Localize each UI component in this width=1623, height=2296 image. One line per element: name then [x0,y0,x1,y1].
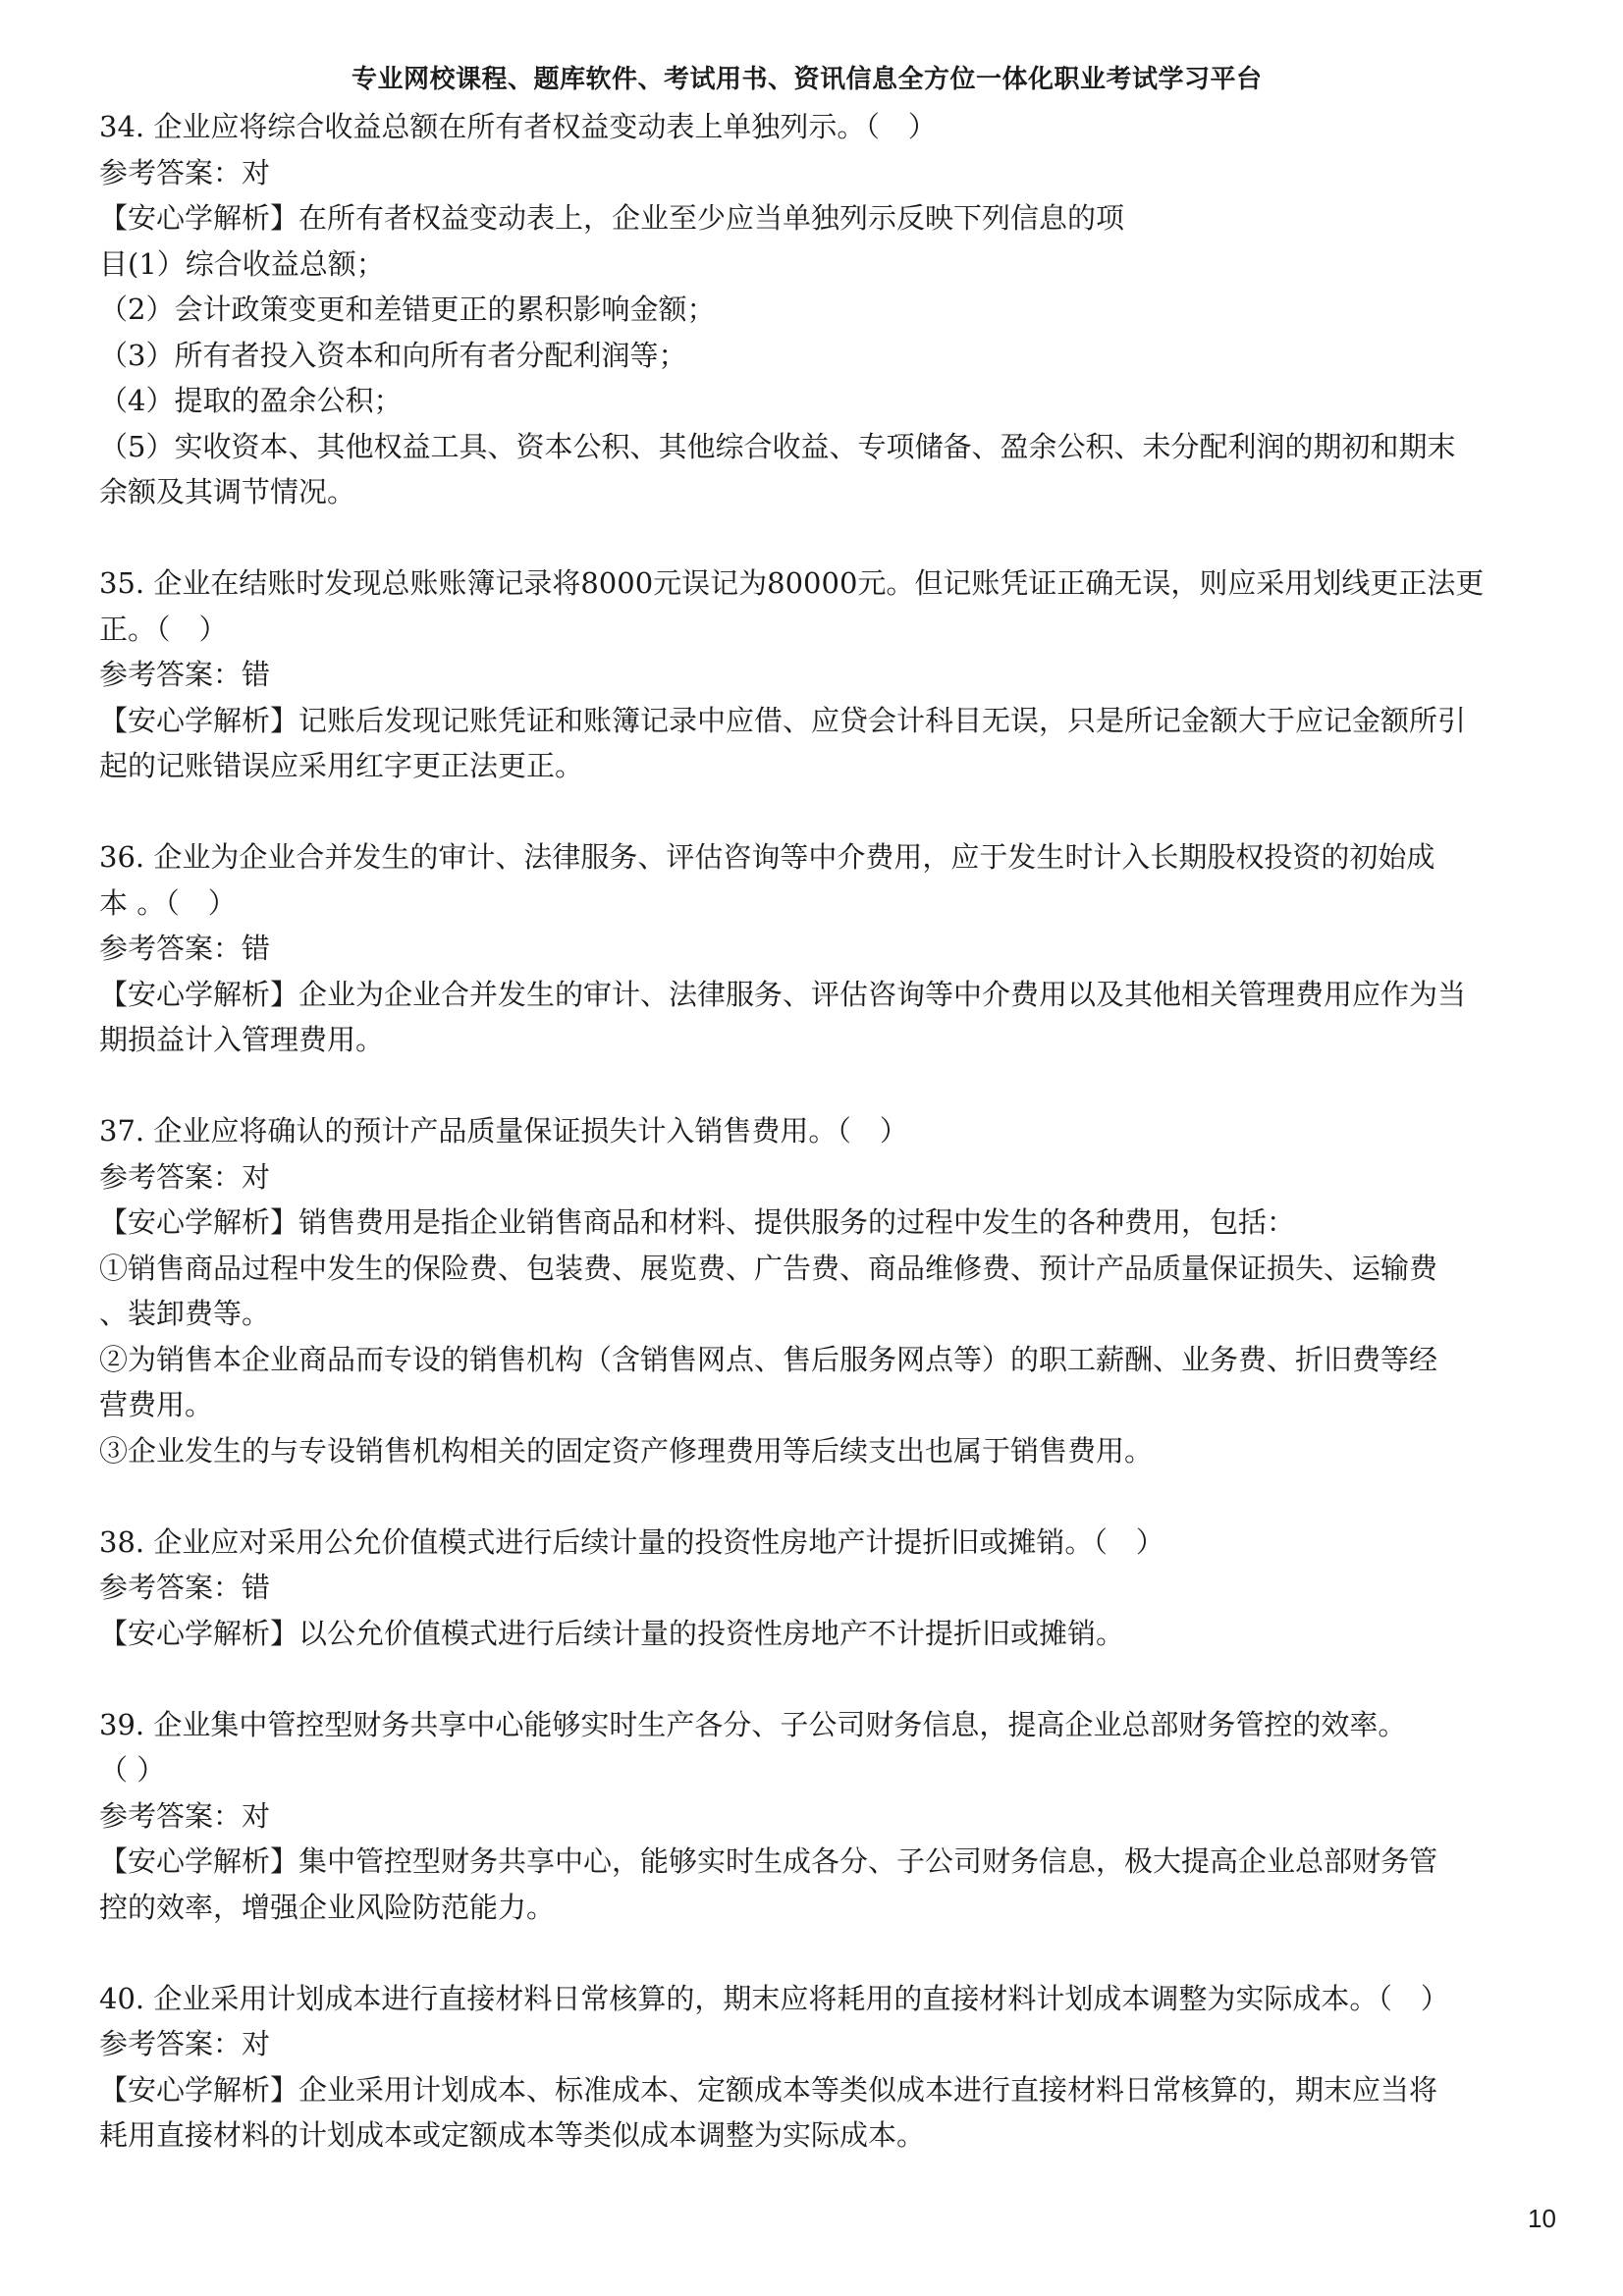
section-gap [99,1656,1552,1702]
text-line: 【安心学解析】企业为企业合并发生的审计、法律服务、评估咨询等中介费用以及其他相关管理费用应作为当 [99,977,1467,1011]
text-line: ①销售商品过程中发生的保险费、包装费、展览费、广告费、商品维修费、预计产品质量保证损失、运输费 [99,1251,1438,1285]
text-line: （5）实收资本、其他权益工具、资本公积、其他综合收益、专项储备、盈余公积、未分配利润的期初和期末 [99,429,1456,463]
text-line: 【安心学解析】集中管控型财务共享中心，能够实时生成各分、子公司财务信息，极大提高企业总部财务管 [99,1844,1438,1878]
text-line: 参考答案：错 [99,932,271,965]
text-line: 控的效率，增强企业风险防范能力。 [99,1890,556,1924]
text-line: 39. 企业集中管控型财务共享中心能够实时生产各分、子公司财务信息，提高企业总部财务管控的效率。 [99,1707,1407,1741]
text-line: （3）所有者投入资本和向所有者分配利润等； [99,338,687,372]
text-line: 35. 企业在结账时发现总账账簿记录将8000元误记为80000元。但记账凭证正确无误，则应采用划线更正法更 [99,566,1485,600]
text-line: 34. 企业应将综合收益总额在所有者权益变动表上单独列示。（ ） [99,110,937,143]
text-line: 目(1）综合收益总额； [99,246,385,281]
text-line: ②为销售本企业商品而专设的销售机构（含销售网点、售后服务网点等）的职工薪酬、业务费、折旧费等经 [99,1342,1438,1376]
text-line: 【安心学解析】以公允价值模式进行后续计量的投资性房地产不计提折旧或摊销。 [99,1616,1125,1650]
text-line: 营费用。 [99,1388,214,1421]
text-line: 36. 企业为企业合并发生的审计、法律服务、评估咨询等中介费用，应于发生时计入长期股权投资的初始成 [99,840,1435,874]
section-gap [99,789,1552,835]
text-line: 期损益计入管理费用。 [99,1023,385,1056]
text-line: 参考答案：对 [99,1798,271,1833]
section-gap [99,1063,1552,1109]
text-line: 【安心学解析】记账后发现记账凭证和账簿记录中应借、应贷会计科目无误，只是所记金额大于应记金额所引 [99,703,1467,737]
page-number: 10 [1528,2204,1556,2233]
text-line: 参考答案：对 [99,155,271,189]
text-line: 参考答案：对 [99,1159,271,1194]
page-header: 专业网校课程、题库软件、考试用书、资讯信息全方位一体化职业考试学习平台 [352,65,1263,94]
text-line: 耗用直接材料的计划成本或定额成本等类似成本调整为实际成本。 [99,2118,926,2152]
question-block [99,1108,1552,1473]
question-block [99,561,1552,789]
text-line: 【安心学解析】在所有者权益变动表上，企业至少应当单独列示反映下列信息的项 [99,201,1125,235]
document-body [99,104,1552,2159]
question-block [99,1520,1552,1657]
text-line: 参考答案：对 [99,2027,271,2060]
section-gap [99,1473,1552,1520]
question-block [99,104,1552,515]
text-line: （2）会计政策变更和差错更正的累积影响金额； [99,293,716,326]
text-line: 【安心学解析】销售费用是指企业销售商品和材料、提供服务的过程中发生的各种费用，包括： [99,1205,1296,1239]
text-line: 、装卸费等。 [99,1297,271,1330]
question-block [99,834,1552,1063]
text-line: 余额及其调节情况。 [99,475,356,508]
text-line: 正。（ ） [99,612,228,646]
text-line: 37. 企业应将确认的预计产品质量保证损失计入销售费用。（ ） [99,1114,908,1148]
text-line: （4）提取的盈余公积； [99,384,403,417]
text-line: 参考答案：错 [99,1571,271,1604]
question-block [99,1976,1552,2159]
section-gap [99,1930,1552,1976]
text-line: 本 。（ ） [99,885,237,920]
text-line: ③企业发生的与专设销售机构相关的固定资产修理费用等后续支出也属于销售费用。 [99,1433,1154,1468]
text-line: 参考答案：错 [99,658,271,691]
text-line: 【安心学解析】企业采用计划成本、标准成本、定额成本等类似成本进行直接材料日常核算的，期末应当将 [99,2072,1438,2107]
text-line: 40. 企业采用计划成本进行直接材料日常核算的，期末应将耗用的直接材料计划成本调整为实际成本。（ ） [99,1981,1449,2015]
question-block [99,1702,1552,1931]
section-gap [99,515,1552,561]
text-line: 起的记账错误应采用红字更正法更正。 [99,749,584,782]
text-line: （ ） [99,1753,166,1787]
text-line: 38. 企业应对采用公允价值模式进行后续计量的投资性房地产计提折旧或摊销。（ ） [99,1524,1164,1559]
